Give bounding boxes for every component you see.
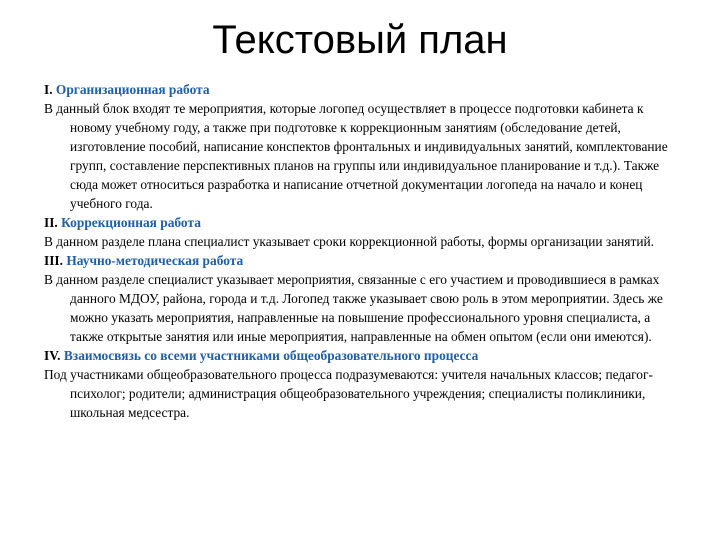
section-heading-3 bbox=[44, 251, 684, 270]
section-title-2: Коррекционная работа bbox=[61, 215, 201, 230]
section-title-1: Организационная работа bbox=[55, 82, 210, 97]
section-title-3: Научно-методическая работа bbox=[66, 253, 244, 268]
plan-content bbox=[44, 80, 684, 422]
section-body-1: В данный блок входят те мероприятия, которые логопед осуществляет в процессе подготовки кабинета к новому учебному году, а также при подготовке к коррекционным занятиям (обследование детей, изготовление пособий, написание конспектов фронтальных и индивидуальных занятий, комплектование групп, составление перспективных планов на группы или индивидуальное планирование и т.д.). Также сюда может относиться разработка и написание отчетной документации логопеда на начало и конец учебного года. bbox=[44, 101, 668, 211]
section-title-4: Взаимосвязь со всеми участниками общеобразовательного процесса bbox=[63, 348, 479, 363]
section-number-1: I. bbox=[44, 82, 53, 97]
section-number-4: IV. bbox=[44, 348, 61, 363]
section-number-3: III. bbox=[44, 253, 63, 268]
slide-title: Текстовый план bbox=[212, 18, 508, 62]
section-heading-4 bbox=[44, 346, 684, 365]
section-body-4: Под участниками общеобразовательного процесса подразумеваются: учителя начальных классов; педагог-психолог; родители; администрация общеобразовательного учреждения; специалисты поликлиники, школьная медсестра. bbox=[44, 367, 653, 420]
section-body-2: В данном разделе плана специалист указывает сроки коррекционной работы, формы организации занятий. bbox=[44, 234, 654, 249]
section-number-2: II. bbox=[44, 215, 58, 230]
section-heading-1 bbox=[44, 80, 684, 99]
section-heading-2 bbox=[44, 213, 684, 232]
section-body-3: В данном разделе специалист указывает мероприятия, связанные с его участием и проводившиеся в рамках данного МДОУ, района, города и т.д. Логопед также указывает свою роль в этом мероприятии. Здесь же можно указать мероприятия, направленные на повышение профессионального уровня специалиста, а также открытые занятия или иные мероприятия, направленные на обмен опытом (если они имеются). bbox=[44, 272, 663, 344]
